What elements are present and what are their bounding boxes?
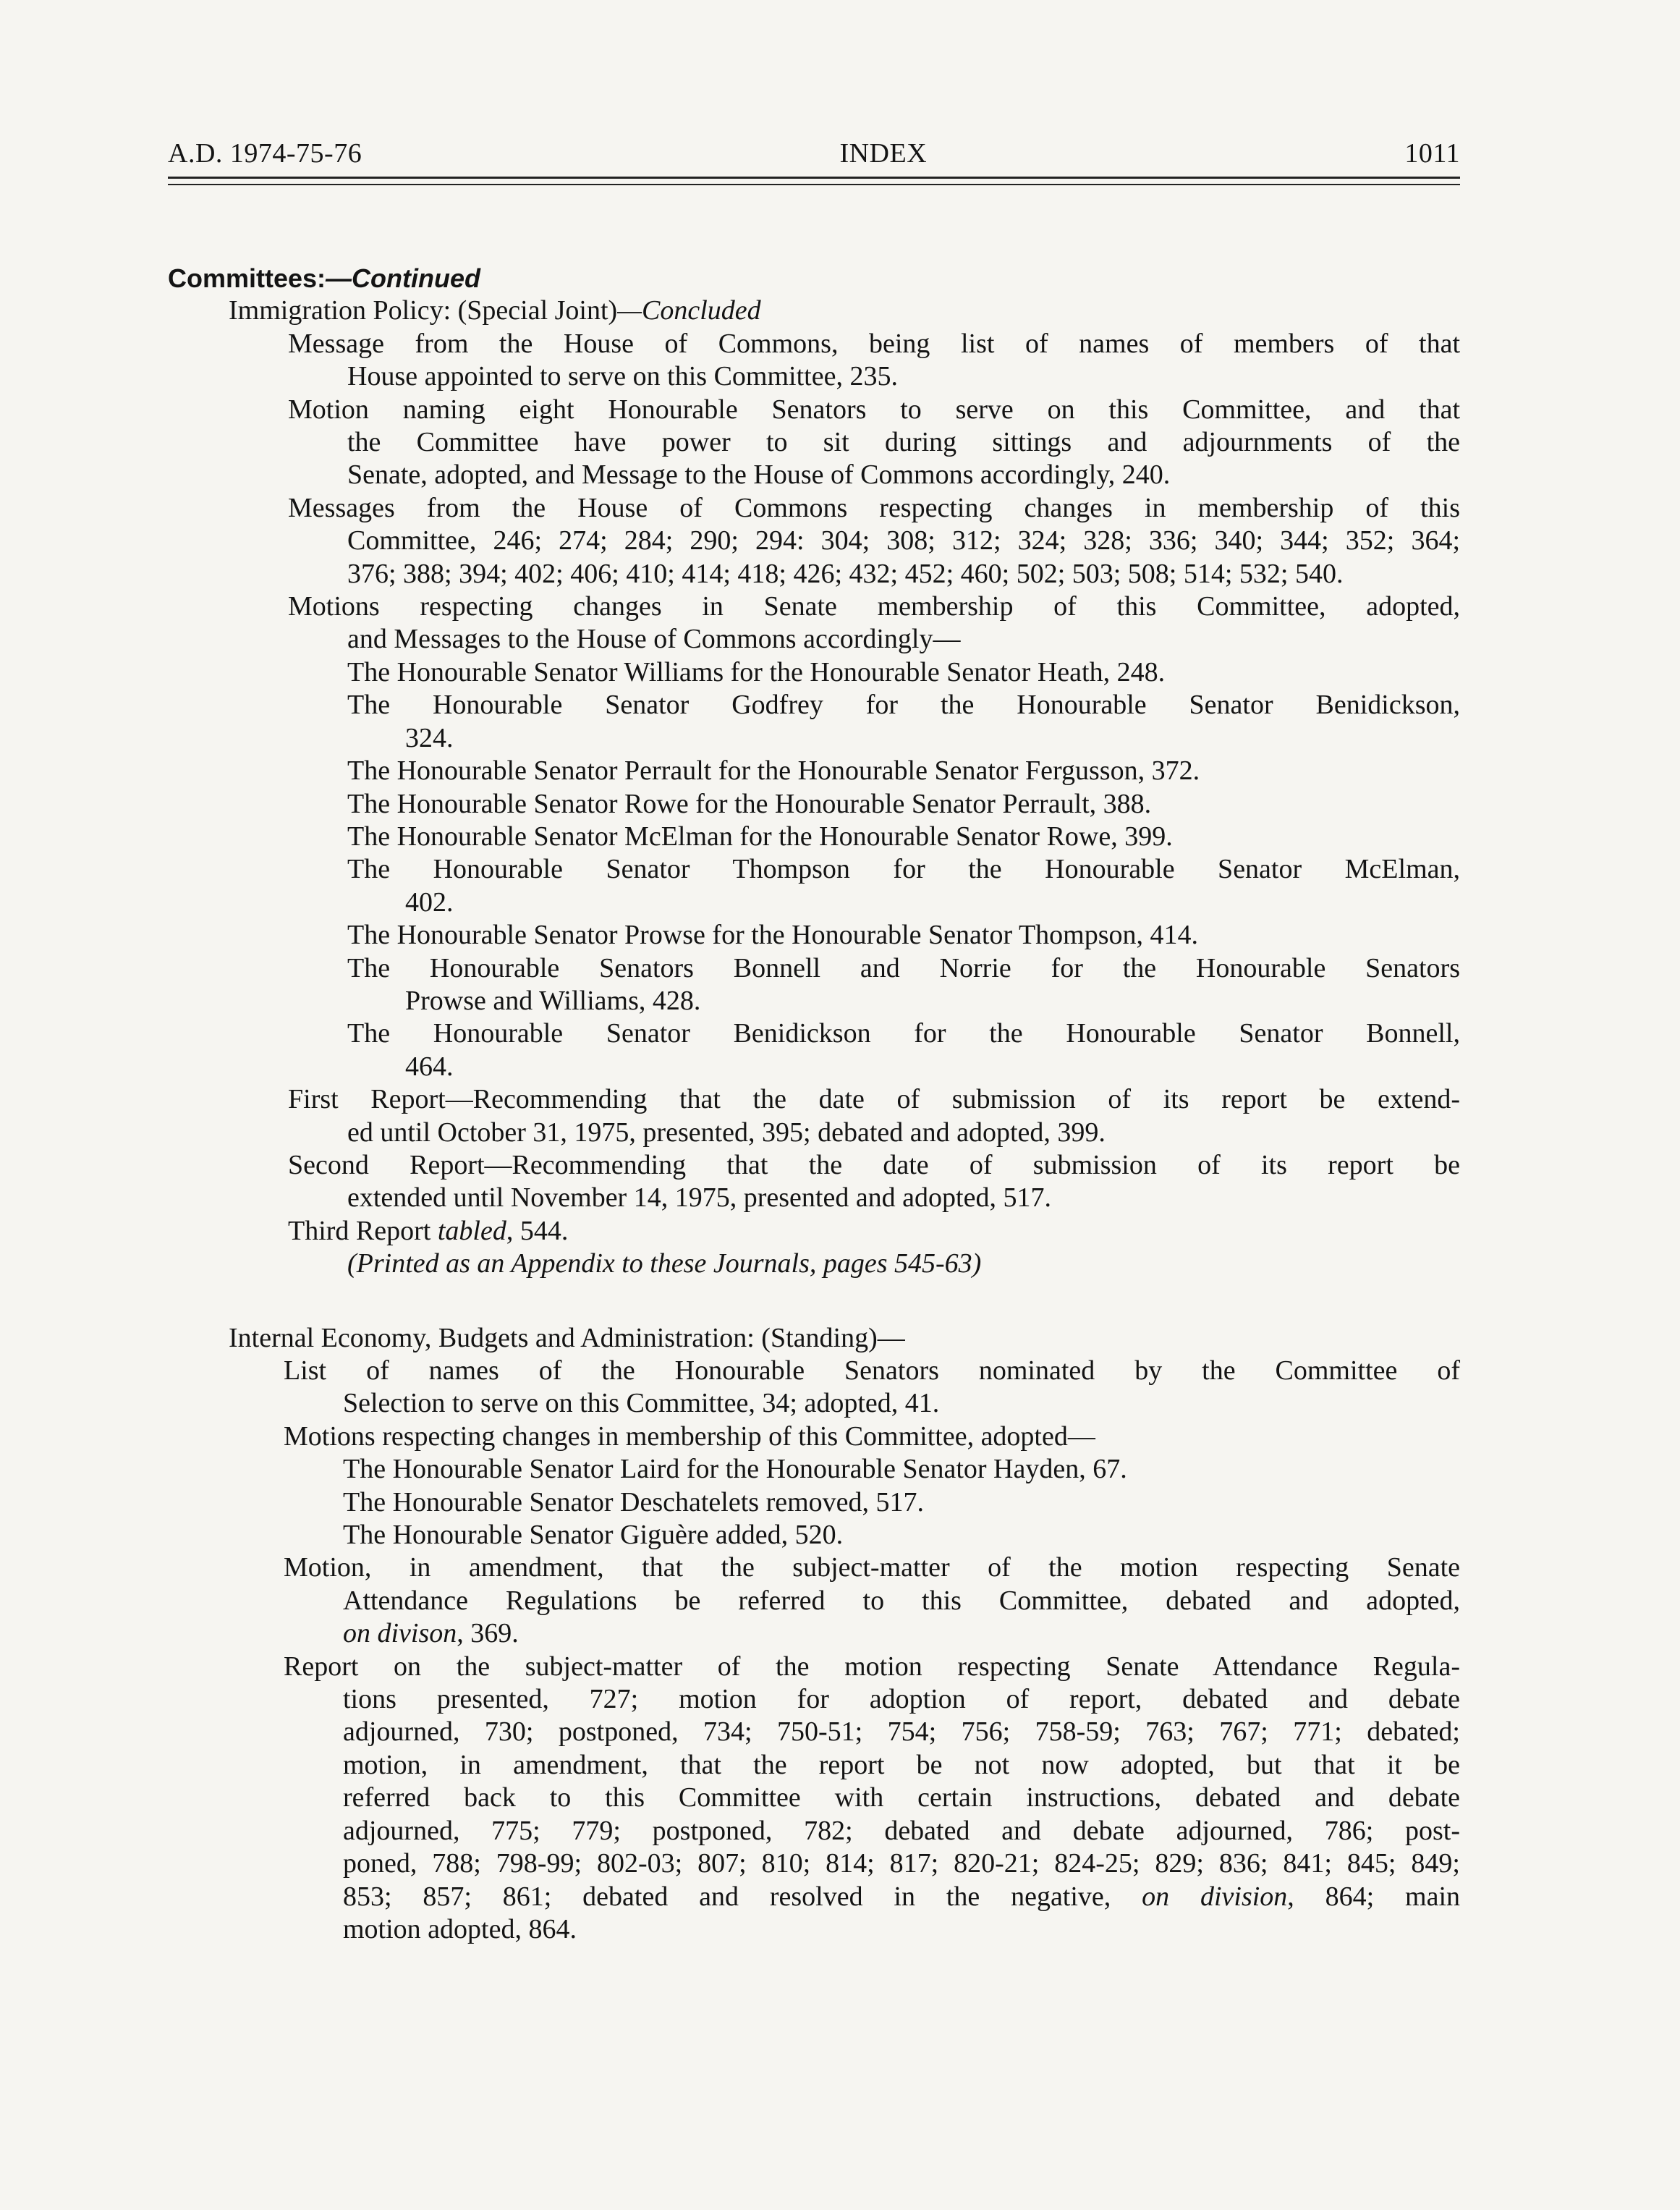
senator-change: The Honourable Senator Deschatelets removed, 517. <box>343 1486 925 1517</box>
index-entry-continuation: and Messages to the House of Commons accordingly— <box>347 624 961 655</box>
index-entry: Message from the House of Commons, being list of names of members of that <box>288 328 1460 359</box>
running-header <box>168 137 1460 169</box>
index-entry: Second Report—Recommending that the date of submission of its report be <box>288 1149 1460 1180</box>
senator-change: The Honourable Senator Godfrey for the Honourable Senator Benidickson, <box>347 690 1460 721</box>
index-entry-continuation: 376; 388; 394; 402; 406; 410; 414; 418; 426; 432; 452; 460; 502; 503; 508; 514; 532; 540. <box>347 558 1344 589</box>
subheading-immigration-policy: Immigration Policy: (Special Joint)—Concluded <box>229 295 761 326</box>
index-entry-continuation: 853; 857; 861; debated and resolved in the negative, on division, 864; main <box>343 1881 1461 1912</box>
senator-change: The Honourable Senator Rowe for the Honourable Senator Perrault, 388. <box>347 788 1152 819</box>
index-entry: Report on the subject-matter of the motion respecting Senate Attendance Regula- <box>284 1651 1460 1682</box>
senator-change: The Honourable Senator McElman for the Honourable Senator Rowe, 399. <box>347 821 1173 852</box>
index-entry-continuation: adjourned, 775; 779; postponed, 782; debated and debate adjourned, 786; post- <box>343 1815 1460 1846</box>
index-entry: Messages from the House of Commons respecting changes in membership of this <box>288 492 1460 523</box>
appendix-note: (Printed as an Appendix to these Journals, pages 545-63) <box>347 1248 982 1279</box>
index-entry: List of names of the Honourable Senators nominated by the Committee of <box>284 1355 1460 1386</box>
index-entry-continuation: Committee, 246; 274; 284; 290; 294: 304; 308; 312; 324; 328; 336; 340; 344; 352; 364; <box>347 525 1460 556</box>
senator-change: The Honourable Senator Williams for the Honourable Senator Heath, 248. <box>347 656 1166 687</box>
header-rule-top <box>168 177 1460 179</box>
index-entry: Motion, in amendment, that the subject-matter of the motion respecting Senate <box>284 1552 1460 1583</box>
senator-change-continuation: 324. <box>405 722 454 753</box>
section-heading: Committees:—Continued <box>168 263 481 293</box>
index-entry-continuation: adjourned, 730; postponed, 734; 750-51; 754; 756; 758-59; 763; 767; 771; debated; <box>343 1716 1460 1748</box>
senator-change: The Honourable Senator Benidickson for the Honourable Senator Bonnell, <box>347 1018 1460 1049</box>
index-entry-continuation: motion adopted, 864. <box>343 1913 577 1944</box>
index-entry: First Report—Recommending that the date of submission of its report be extend- <box>288 1084 1460 1115</box>
page-number: 1011 <box>1404 138 1460 169</box>
index-entry-continuation: on divison, 369. <box>343 1618 519 1649</box>
section-spacer <box>168 1281 1460 1322</box>
index-entry-continuation: tions presented, 727; motion for adoption of report, debated and debate <box>343 1684 1460 1715</box>
senator-change-continuation: 402. <box>405 886 454 918</box>
index-entry-continuation: Attendance Regulations be referred to this Committee, debated and adopted, <box>343 1585 1460 1616</box>
index-entry: Motion naming eight Honourable Senators to serve on this Committee, and that <box>288 394 1460 425</box>
index-entry: Third Report tabled, 544. <box>288 1215 569 1246</box>
header-rule-bottom <box>168 184 1460 185</box>
index-entry-continuation: motion, in amendment, that the report be not now adopted, but that it be <box>343 1749 1460 1780</box>
index-entry-continuation: the Committee have power to sit during sittings and adjournments of the <box>347 427 1460 458</box>
index-entry-continuation: ed until October 31, 1975, presented, 395; debated and adopted, 399. <box>347 1117 1106 1148</box>
header-years: A.D. 1974-75-76 <box>168 138 362 169</box>
index-body <box>168 262 1460 1946</box>
senator-change-continuation: 464. <box>405 1051 454 1082</box>
senator-change-continuation: Prowse and Williams, 428. <box>405 985 701 1016</box>
senator-change: The Honourable Senator Perrault for the Honourable Senator Fergusson, 372. <box>347 755 1200 787</box>
senator-change: The Honourable Senator Laird for the Honourable Senator Hayden, 67. <box>343 1454 1127 1485</box>
header-title: INDEX <box>839 138 928 169</box>
senator-change: The Honourable Senator Prowse for the Honourable Senator Thompson, 414. <box>347 920 1198 951</box>
index-entry-continuation: poned, 788; 798-99; 802-03; 807; 810; 814; 817; 820-21; 824-25; 829; 836; 841; 845; 849; <box>343 1848 1460 1879</box>
index-entry: Motions respecting changes in Senate membership of this Committee, adopted, <box>288 591 1460 622</box>
index-entry-continuation: Selection to serve on this Committee, 34; adopted, 41. <box>343 1388 940 1419</box>
subheading-internal-economy: Internal Economy, Budgets and Administration: (Standing)— <box>229 1322 905 1353</box>
index-entry: Motions respecting changes in membership of this Committee, adopted— <box>284 1421 1095 1452</box>
senator-change: The Honourable Senator Thompson for the Honourable Senator McElman, <box>347 854 1460 885</box>
senator-change: The Honourable Senators Bonnell and Norrie for the Honourable Senators <box>347 952 1460 983</box>
senator-change: The Honourable Senator Giguère added, 520. <box>343 1520 844 1551</box>
index-entry-continuation: extended until November 14, 1975, presented and adopted, 517. <box>347 1182 1051 1214</box>
index-entry-continuation: referred back to this Committee with certain instructions, debated and debate <box>343 1782 1460 1813</box>
index-entry-continuation: Senate, adopted, and Message to the House of Commons accordingly, 240. <box>347 460 1171 491</box>
index-entry-continuation: House appointed to serve on this Committee, 235. <box>347 361 898 392</box>
